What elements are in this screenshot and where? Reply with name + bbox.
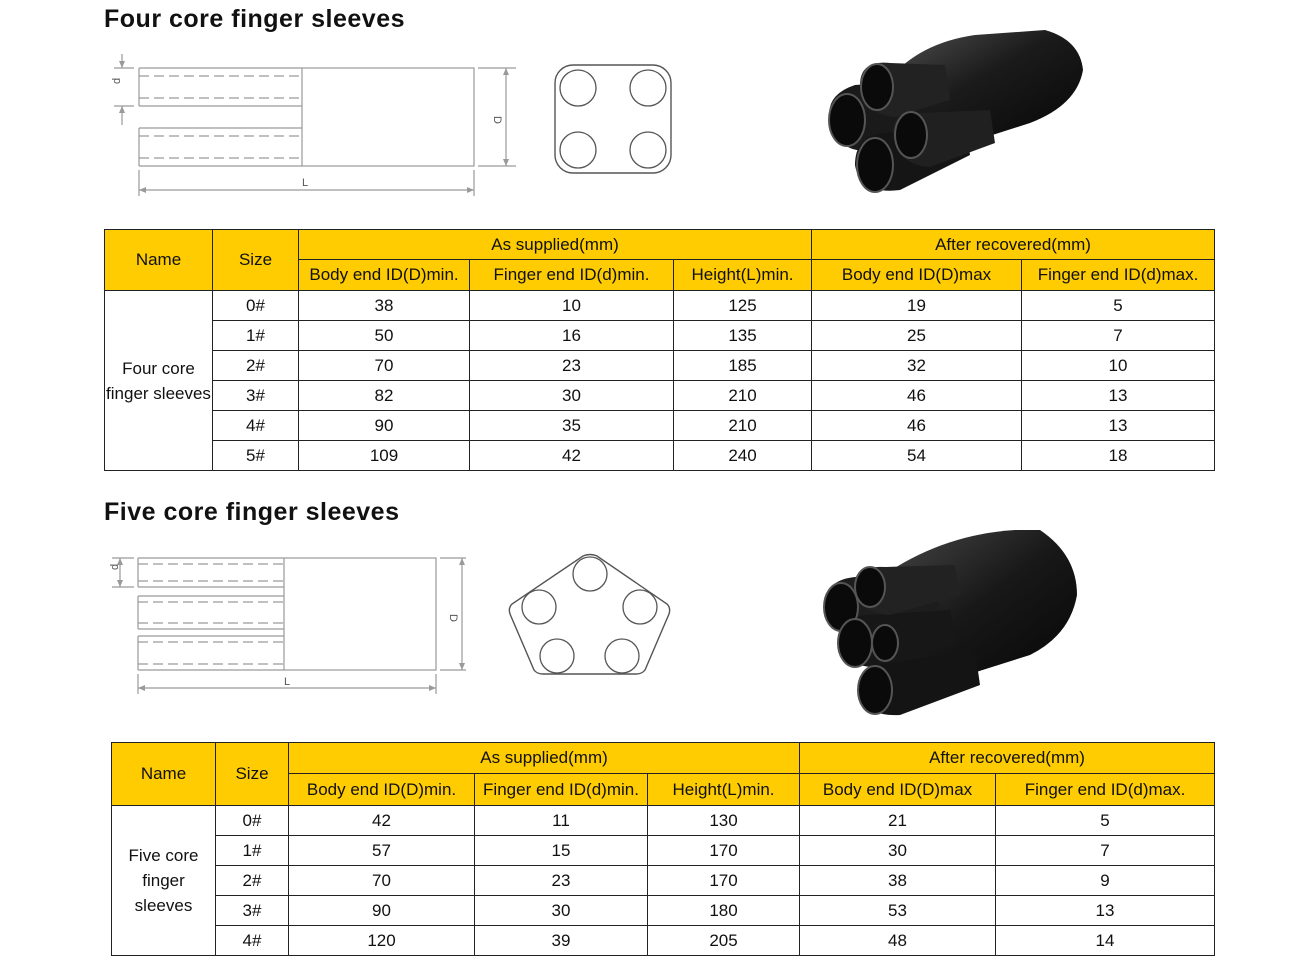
table-row <box>105 351 1215 381</box>
five-core-spec-table <box>111 742 1215 956</box>
cell: 48 <box>800 926 996 956</box>
cell: 5 <box>1022 291 1215 321</box>
header-finger-end-max: Finger end ID(d)max. <box>996 774 1215 806</box>
four-core-sleeve-photo <box>815 25 1095 200</box>
cell: 46 <box>812 381 1022 411</box>
table-row <box>105 381 1215 411</box>
cell: 9 <box>996 866 1215 896</box>
table-row <box>105 411 1215 441</box>
cell: 23 <box>470 351 674 381</box>
cell: 16 <box>470 321 674 351</box>
cell: 10 <box>1022 351 1215 381</box>
section-title-five-core: Five core finger sleeves <box>104 498 400 526</box>
cell: 205 <box>648 926 800 956</box>
cell: 30 <box>475 896 648 926</box>
cell: 53 <box>800 896 996 926</box>
five-core-sleeve-photo <box>815 525 1085 725</box>
five-core-cross-section-diagram <box>505 552 675 677</box>
dim-label-D: D <box>491 116 503 124</box>
cell: 7 <box>996 836 1215 866</box>
cell: 5# <box>213 441 299 471</box>
cell: 1# <box>213 321 299 351</box>
cell: 42 <box>289 806 475 836</box>
cell: 42 <box>470 441 674 471</box>
header-height-min: Height(L)min. <box>674 260 812 291</box>
cell: 7 <box>1022 321 1215 351</box>
cell: 30 <box>800 836 996 866</box>
cell: 4# <box>213 411 299 441</box>
cell: 35 <box>470 411 674 441</box>
cell: 0# <box>216 806 289 836</box>
header-size: Size <box>213 230 299 291</box>
cell: 38 <box>800 866 996 896</box>
cell: 4# <box>216 926 289 956</box>
cell: 10 <box>470 291 674 321</box>
name-cell: Five core finger sleeves <box>112 806 216 956</box>
name-cell: Four core finger sleeves <box>105 291 213 471</box>
header-body-end-min: Body end ID(D)min. <box>289 774 475 806</box>
header-as-supplied: As supplied(mm) <box>289 743 800 774</box>
header-size: Size <box>216 743 289 806</box>
cell: 21 <box>800 806 996 836</box>
cell: 70 <box>299 351 470 381</box>
dim-label-d: d <box>109 563 121 570</box>
table-row <box>112 866 1215 896</box>
header-body-end-min: Body end ID(D)min. <box>299 260 470 291</box>
cell: 30 <box>470 381 674 411</box>
cell: 15 <box>475 836 648 866</box>
cell: 5 <box>996 806 1215 836</box>
header-after-recovered: After recovered(mm) <box>800 743 1215 774</box>
cell: 32 <box>812 351 1022 381</box>
table-row <box>112 806 1215 836</box>
cell: 120 <box>289 926 475 956</box>
five-core-side-view-diagram <box>104 548 474 698</box>
four-core-spec-table <box>104 229 1215 471</box>
table-row <box>105 441 1215 471</box>
cell: 25 <box>812 321 1022 351</box>
dim-label-L: L <box>284 676 291 688</box>
cell: 180 <box>648 896 800 926</box>
cell: 210 <box>674 411 812 441</box>
cell: 13 <box>1022 381 1215 411</box>
header-finger-end-min: Finger end ID(d)min. <box>470 260 674 291</box>
dim-label-D: D <box>447 614 459 622</box>
section-title-four-core: Four core finger sleeves <box>104 5 406 33</box>
dim-label-d: d <box>111 77 123 84</box>
header-name: Name <box>105 230 213 291</box>
table-row <box>105 321 1215 351</box>
cell: 1# <box>216 836 289 866</box>
header-after-recovered: After recovered(mm) <box>812 230 1215 260</box>
cell: 82 <box>299 381 470 411</box>
header-finger-end-min: Finger end ID(d)min. <box>475 774 648 806</box>
cell: 0# <box>213 291 299 321</box>
header-name: Name <box>112 743 216 806</box>
four-core-side-view-diagram <box>104 50 524 205</box>
cell: 54 <box>812 441 1022 471</box>
header-body-end-max: Body end ID(D)max <box>800 774 996 806</box>
cell: 19 <box>812 291 1022 321</box>
cell: 50 <box>299 321 470 351</box>
cell: 11 <box>475 806 648 836</box>
cell: 125 <box>674 291 812 321</box>
cell: 135 <box>674 321 812 351</box>
header-finger-end-max: Finger end ID(d)max. <box>1022 260 1215 291</box>
cell: 3# <box>216 896 289 926</box>
cell: 90 <box>299 411 470 441</box>
four-core-cross-section-diagram <box>552 62 677 177</box>
cell: 240 <box>674 441 812 471</box>
cell: 39 <box>475 926 648 956</box>
cell: 170 <box>648 836 800 866</box>
header-height-min: Height(L)min. <box>648 774 800 806</box>
cell: 185 <box>674 351 812 381</box>
cell: 3# <box>213 381 299 411</box>
cell: 2# <box>213 351 299 381</box>
dim-label-L: L <box>302 177 309 189</box>
cell: 57 <box>289 836 475 866</box>
cell: 13 <box>996 896 1215 926</box>
header-body-end-max: Body end ID(D)max <box>812 260 1022 291</box>
cell: 70 <box>289 866 475 896</box>
cell: 170 <box>648 866 800 896</box>
table-row <box>112 896 1215 926</box>
header-as-supplied: As supplied(mm) <box>299 230 812 260</box>
cell: 130 <box>648 806 800 836</box>
cell: 38 <box>299 291 470 321</box>
table-row <box>105 291 1215 321</box>
cell: 210 <box>674 381 812 411</box>
cell: 2# <box>216 866 289 896</box>
cell: 109 <box>299 441 470 471</box>
table-row <box>112 836 1215 866</box>
cell: 90 <box>289 896 475 926</box>
cell: 14 <box>996 926 1215 956</box>
cell: 46 <box>812 411 1022 441</box>
table-row <box>112 926 1215 956</box>
cell: 23 <box>475 866 648 896</box>
cell: 13 <box>1022 411 1215 441</box>
cell: 18 <box>1022 441 1215 471</box>
